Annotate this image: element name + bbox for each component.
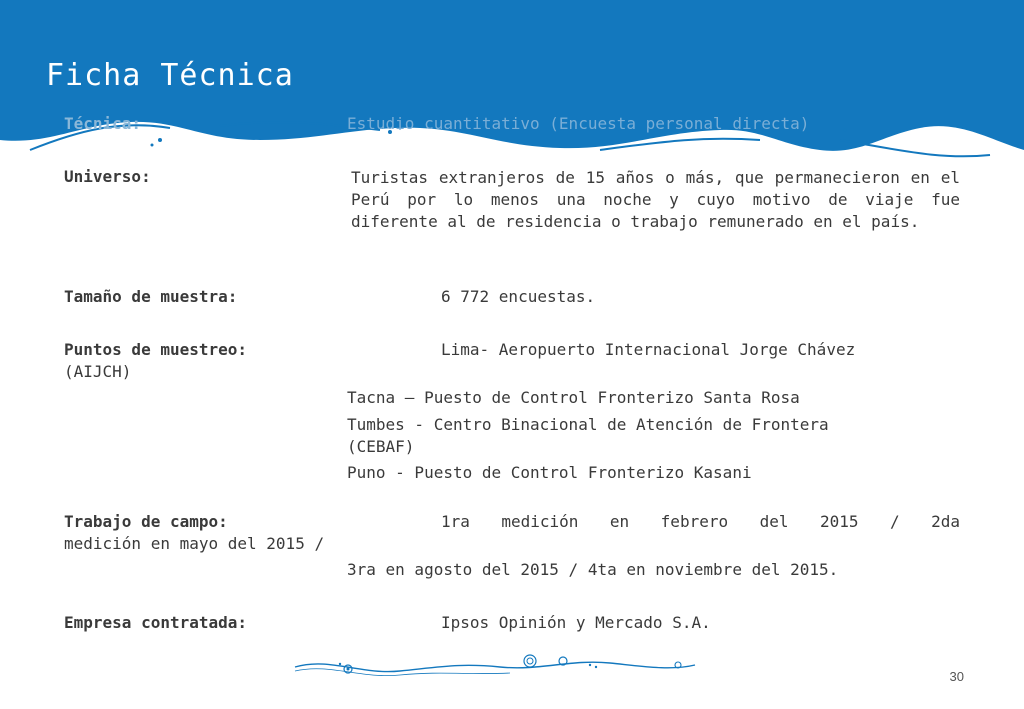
value-puntos-puno: Puno - Puesto de Control Fronterizo Kasani	[347, 463, 752, 482]
value-tamano: 6 772 encuestas.	[441, 287, 596, 306]
value-puntos-tumbes: Tumbes - Centro Binacional de Atención de Frontera	[347, 415, 829, 434]
row-puntos	[64, 340, 960, 359]
row-empresa	[64, 613, 960, 632]
value-trabajo-line1-cont: medición en mayo del 2015 /	[64, 534, 325, 553]
label-tamano: Tamaño de muestra:	[64, 287, 238, 306]
value-puntos-tumbes-cont: (CEBAF)	[347, 437, 415, 456]
label-puntos: Puntos de muestreo:	[64, 340, 248, 359]
value-puntos-lima-cont: (AIJCH)	[64, 362, 132, 381]
footer-wave-ornament	[290, 645, 700, 685]
value-puntos-tacna: Tacna – Puesto de Control Fronterizo Santa Rosa	[347, 388, 800, 407]
value-universo: Turistas extranjeros de 15 años o más, que permanecieron en el Perú por lo menos una noche y cuyo motivo de viaje fue diferente al de residencia o trabajo remunerado en el país.	[351, 168, 960, 231]
row-universo	[64, 167, 960, 231]
page-title: Ficha Técnica	[46, 58, 294, 93]
page-number: 30	[949, 669, 964, 684]
value-trabajo-line1: 1ra medición en febrero del 2015 / 2da	[441, 512, 960, 531]
row-tamano	[64, 287, 960, 306]
label-trabajo: Trabajo de campo:	[64, 512, 228, 531]
value-empresa: Ipsos Opinión y Mercado S.A.	[441, 613, 711, 632]
row-tecnica	[64, 114, 960, 133]
value-trabajo-line2: 3ra en agosto del 2015 / 4ta en noviembre del 2015.	[347, 560, 839, 579]
label-empresa: Empresa contratada:	[64, 613, 248, 632]
label-universo: Universo:	[64, 167, 151, 186]
value-puntos-lima: Lima- Aeropuerto Internacional Jorge Chávez	[441, 340, 856, 359]
label-tecnica: Técnica:	[64, 114, 142, 133]
row-trabajo	[64, 512, 960, 531]
value-tecnica: Estudio cuantitativo (Encuesta personal directa)	[347, 114, 810, 133]
